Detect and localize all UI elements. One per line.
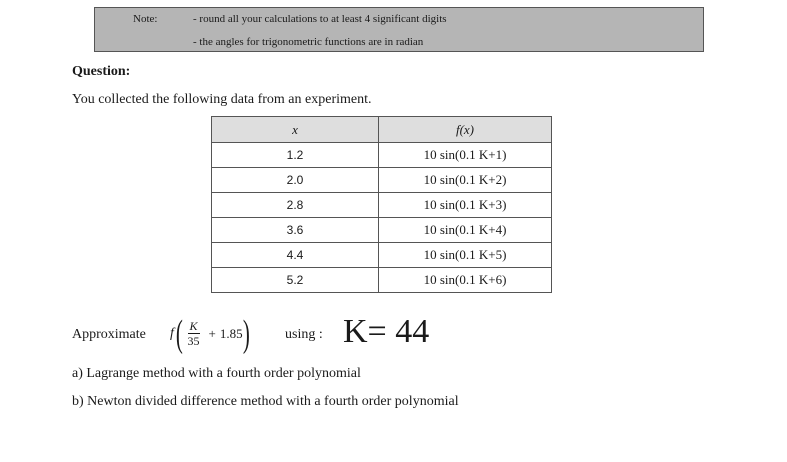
plus-sign: + [208, 326, 216, 341]
cell-x: 3.6 [212, 218, 379, 243]
table-row [212, 268, 552, 293]
cell-fx: 10 sin(0.1 K+6) [379, 268, 552, 293]
function-symbol: f [170, 326, 174, 341]
fraction-numerator: K [189, 319, 198, 333]
cell-fx: 10 sin(0.1 K+1) [379, 143, 552, 168]
table-row [212, 168, 552, 193]
table-header-row [212, 117, 552, 143]
table-row [212, 143, 552, 168]
table-row [212, 218, 552, 243]
item-a-lagrange: a) Lagrange method with a fourth order polynomial [72, 366, 361, 381]
cell-fx: 10 sin(0.1 K+3) [379, 193, 552, 218]
header-fx: f(x) [379, 117, 552, 143]
note-line-rounding: - round all your calculations to at least 4 significant digits [193, 13, 447, 25]
fraction [186, 320, 202, 348]
note-box [94, 7, 704, 52]
using-label: using : [285, 327, 323, 342]
note-line-radian: - the angles for trigonometric functions are in radian [193, 36, 424, 48]
constant-term: 1.85 [219, 326, 243, 341]
approximation-formula [170, 314, 249, 354]
item-b-newton: b) Newton divided difference method with a fourth order polynomial [72, 394, 459, 409]
cell-x: 4.4 [212, 243, 379, 268]
fraction-denominator: 35 [187, 334, 200, 348]
cell-x: 5.2 [212, 268, 379, 293]
cell-x: 2.0 [212, 168, 379, 193]
cell-fx: 10 sin(0.1 K+4) [379, 218, 552, 243]
cell-fx: 10 sin(0.1 K+5) [379, 243, 552, 268]
data-table [211, 116, 552, 293]
cell-fx: 10 sin(0.1 K+2) [379, 168, 552, 193]
left-paren: ( [175, 313, 183, 355]
question-intro: You collected the following data from an experiment. [72, 92, 372, 107]
right-paren: ) [242, 313, 250, 355]
k-value: K= 44 [343, 313, 430, 350]
approximate-label: Approximate [72, 327, 146, 342]
note-label: Note: [133, 13, 158, 25]
header-x: x [212, 117, 379, 143]
cell-x: 1.2 [212, 143, 379, 168]
cell-x: 2.8 [212, 193, 379, 218]
table-row [212, 193, 552, 218]
question-heading: Question: [72, 64, 131, 79]
table-row [212, 243, 552, 268]
